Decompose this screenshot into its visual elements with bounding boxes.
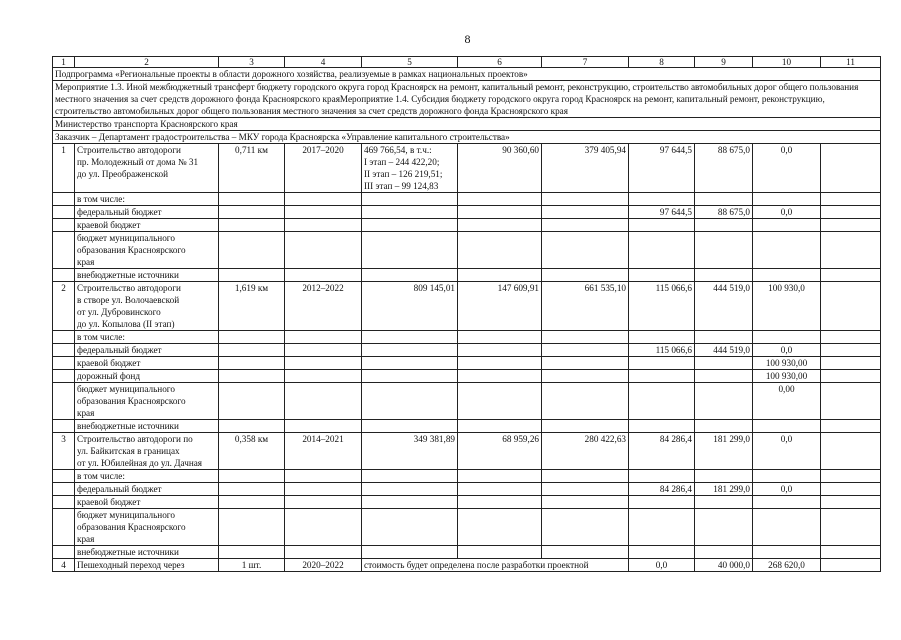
funding-col9 [695,496,753,509]
funding-blank [821,483,881,496]
funding-col10 [753,269,821,282]
funding-blank [542,357,629,370]
funding-blank [53,496,75,509]
funding-blank [542,269,629,282]
funding-col10 [753,546,821,559]
funding-blank [53,470,75,483]
ministry-row [53,118,881,131]
funding-row [53,206,881,219]
funding-blank [821,331,881,344]
object-capacity: 1 шт. [219,559,285,572]
funding-blank [362,206,458,219]
funding-blank [542,193,629,206]
column-header: 8 [629,57,695,68]
funding-blank [285,206,362,219]
funding-row [53,344,881,357]
funding-blank [219,470,285,483]
measure-row [53,81,881,118]
funding-row [53,509,881,546]
funding-blank [821,496,881,509]
funding-blank [458,344,542,357]
funding-blank [542,370,629,383]
customer-title: Заказчик – Департамент градостроительства – МКУ города Красноярска «Управление капитального строительства» [53,131,881,144]
object-capacity: 0,711 км [219,144,285,193]
funding-blank [542,344,629,357]
funding-source: внебюджетные источники [75,546,219,559]
funding-blank [362,383,458,420]
funding-blank [821,219,881,232]
cost-note: стоимость будет определена после разработки проектной [362,559,629,572]
object-name: Строительство автодороги в створе ул. Волочаевской от ул. Дубровинского до ул. Копылова (II этап) [75,282,219,331]
funding-blank [821,193,881,206]
funding-col10: 0,00 [753,383,821,420]
funding-col9 [695,193,753,206]
funding-blank [53,546,75,559]
object-cost: 809 145,01 [362,282,458,331]
funding-blank [542,232,629,269]
funding-blank [542,483,629,496]
funding-source: краевой бюджет [75,219,219,232]
funding-blank [53,232,75,269]
funding-row [53,383,881,420]
funding-col8 [629,331,695,344]
funding-row [53,331,881,344]
funding-blank [285,420,362,433]
funding-blank [542,331,629,344]
funding-blank [821,383,881,420]
funding-col10 [753,470,821,483]
object-col10: 0,0 [753,144,821,193]
object-col6: 90 360,60 [458,144,542,193]
funding-blank [458,420,542,433]
object-row [53,144,881,193]
funding-col8: 115 066,6 [629,344,695,357]
funding-col10 [753,193,821,206]
funding-blank [362,370,458,383]
object-col7: 661 535,10 [542,282,629,331]
funding-blank [542,470,629,483]
funding-blank [458,357,542,370]
object-col9: 88 675,0 [695,144,753,193]
funding-blank [219,344,285,357]
object-period: 2020–2022 [285,559,362,572]
subprogram-title: Подпрограмма «Региональные проекты в области дорожного хозяйства, реализуемые в рамках национальных проектов» [53,68,881,81]
object-row [53,559,881,572]
funding-blank [219,483,285,496]
funding-col9 [695,357,753,370]
funding-blank [53,509,75,546]
funding-col10: 100 930,00 [753,370,821,383]
funding-blank [458,470,542,483]
object-col8: 0,0 [629,559,695,572]
funding-col8 [629,370,695,383]
object-capacity: 0,358 км [219,433,285,470]
funding-blank [219,357,285,370]
funding-blank [285,193,362,206]
object-col6: 147 609,91 [458,282,542,331]
column-header: 3 [219,57,285,68]
object-col7: 379 405,94 [542,144,629,193]
funding-blank [53,370,75,383]
funding-blank [285,483,362,496]
funding-col9 [695,546,753,559]
funding-source: краевой бюджет [75,357,219,370]
column-header: 1 [53,57,75,68]
funding-blank [821,232,881,269]
funding-col9 [695,470,753,483]
measure-title: Мероприятие 1.3. Иной межбюджетный трансферт бюджету городского округа город Красноярск на ремонт, капитальный ремонт, реконструкцию, строительство автомобильных дорог общего пользования местного значения за счет средств дорожного фонда Красноярского краяМероприятие 1.4. Субсидия бюджету городского округа город Красноярск на ремонт, капитальный ремонт, реконструкцию, строительство автомобильных дорог общего пользования местного значения за счет средств дорожного фонда Красноярского края [53,81,881,118]
funding-col8 [629,509,695,546]
funding-col10 [753,219,821,232]
funding-blank [362,546,458,559]
funding-blank [219,496,285,509]
funding-source: в том числе: [75,193,219,206]
funding-row [53,232,881,269]
funding-blank [285,546,362,559]
object-number: 2 [53,282,75,331]
funding-blank [53,420,75,433]
funding-blank [219,232,285,269]
funding-blank [219,331,285,344]
page-number: 8 [464,32,471,46]
funding-blank [542,496,629,509]
object-col7: 280 422,63 [542,433,629,470]
object-col8: 115 066,6 [629,282,695,331]
funding-blank [362,193,458,206]
funding-blank [362,269,458,282]
funding-row [53,483,881,496]
funding-blank [285,232,362,269]
funding-row [53,496,881,509]
object-col9: 181 299,0 [695,433,753,470]
object-period: 2012–2022 [285,282,362,331]
funding-blank [53,483,75,496]
funding-col10 [753,331,821,344]
funding-col9 [695,232,753,269]
customer-row [53,131,881,144]
funding-blank [53,383,75,420]
funding-source: дорожный фонд [75,370,219,383]
object-col11 [821,282,881,331]
funding-blank [362,357,458,370]
column-header: 5 [362,57,458,68]
object-period: 2017–2020 [285,144,362,193]
object-col11 [821,144,881,193]
funding-source: бюджет муниципального образования Красноярского края [75,509,219,546]
funding-col10: 100 930,00 [753,357,821,370]
funding-col9 [695,509,753,546]
object-col6: 68 959,26 [458,433,542,470]
funding-blank [53,219,75,232]
object-number: 4 [53,559,75,572]
header-row [53,57,881,68]
funding-col9: 181 299,0 [695,483,753,496]
object-col8: 97 644,5 [629,144,695,193]
funding-blank [285,509,362,546]
funding-blank [362,219,458,232]
column-header: 11 [821,57,881,68]
column-header: 2 [75,57,219,68]
funding-blank [285,219,362,232]
funding-blank [53,331,75,344]
object-cost: 349 381,89 [362,433,458,470]
funding-row [53,370,881,383]
funding-blank [458,232,542,269]
funding-col10 [753,509,821,546]
object-col10: 100 930,0 [753,282,821,331]
object-row [53,282,881,331]
funding-blank [285,496,362,509]
funding-col10 [753,232,821,269]
funding-blank [53,206,75,219]
funding-row [53,269,881,282]
funding-blank [458,546,542,559]
object-name: Строительство автодороги пр. Молодежный от дома № 31 до ул. Преображенской [75,144,219,193]
funding-blank [458,206,542,219]
column-header: 4 [285,57,362,68]
funding-blank [821,546,881,559]
funding-source: внебюджетные источники [75,420,219,433]
funding-source: бюджет муниципального образования Красноярского края [75,383,219,420]
funding-col9 [695,420,753,433]
object-col8: 84 286,4 [629,433,695,470]
funding-col10: 0,0 [753,206,821,219]
ministry-title: Министерство транспорта Красноярского края [53,118,881,131]
table-body [53,57,881,572]
subprogram-row [53,68,881,81]
funding-col10: 0,0 [753,344,821,357]
funding-source: в том числе: [75,470,219,483]
funding-source: в том числе: [75,331,219,344]
funding-blank [821,420,881,433]
funding-col10: 0,0 [753,483,821,496]
funding-source: внебюджетные источники [75,269,219,282]
funding-blank [285,383,362,420]
funding-row [53,470,881,483]
funding-col9: 444 519,0 [695,344,753,357]
funding-blank [219,370,285,383]
funding-col8 [629,496,695,509]
funding-blank [458,193,542,206]
object-col10: 268 620,0 [753,559,821,572]
program-table [52,56,881,572]
column-header: 7 [542,57,629,68]
funding-col9 [695,269,753,282]
funding-row [53,193,881,206]
funding-blank [362,331,458,344]
funding-blank [542,509,629,546]
funding-blank [219,546,285,559]
funding-blank [285,269,362,282]
funding-source: федеральный бюджет [75,206,219,219]
funding-blank [219,509,285,546]
object-col11 [821,433,881,470]
funding-source: бюджет муниципального образования Красноярского края [75,232,219,269]
object-name: Пешеходный переход через [75,559,219,572]
funding-col8 [629,420,695,433]
object-cost: 469 766,54, в т.ч.: I этап – 244 422,20; II этап – 126 219,51; III этап – 99 124,83 [362,144,458,193]
object-col9: 444 519,0 [695,282,753,331]
funding-source: федеральный бюджет [75,344,219,357]
funding-blank [458,483,542,496]
funding-col8 [629,357,695,370]
funding-row [53,357,881,370]
funding-blank [542,219,629,232]
column-header: 10 [753,57,821,68]
funding-col8: 97 644,5 [629,206,695,219]
object-row [53,433,881,470]
funding-col9 [695,383,753,420]
funding-blank [362,496,458,509]
object-number: 1 [53,144,75,193]
funding-col8 [629,193,695,206]
funding-blank [285,370,362,383]
funding-col8: 84 286,4 [629,483,695,496]
funding-blank [542,546,629,559]
funding-blank [821,357,881,370]
object-col11 [821,559,881,572]
funding-blank [219,420,285,433]
funding-blank [458,509,542,546]
object-capacity: 1,619 км [219,282,285,331]
funding-blank [458,496,542,509]
funding-blank [458,331,542,344]
object-number: 3 [53,433,75,470]
funding-blank [219,206,285,219]
funding-source: краевой бюджет [75,496,219,509]
funding-blank [458,370,542,383]
funding-blank [542,383,629,420]
funding-blank [458,269,542,282]
funding-row [53,420,881,433]
funding-row [53,219,881,232]
funding-blank [219,219,285,232]
funding-blank [821,206,881,219]
funding-blank [362,232,458,269]
funding-col9 [695,219,753,232]
funding-col8 [629,546,695,559]
funding-source: федеральный бюджет [75,483,219,496]
object-period: 2014–2021 [285,433,362,470]
funding-blank [53,344,75,357]
object-col10: 0,0 [753,433,821,470]
object-name: Строительство автодороги по ул. Байкитская в границах от ул. Юбилейная до ул. Дачная [75,433,219,470]
funding-blank [821,344,881,357]
funding-blank [219,383,285,420]
column-header: 9 [695,57,753,68]
funding-blank [362,420,458,433]
funding-blank [362,470,458,483]
funding-col10 [753,496,821,509]
funding-blank [362,509,458,546]
funding-blank [821,370,881,383]
column-header: 6 [458,57,542,68]
funding-col8 [629,232,695,269]
funding-blank [53,193,75,206]
funding-blank [285,344,362,357]
object-col9: 40 000,0 [695,559,753,572]
funding-col8 [629,383,695,420]
funding-blank [219,269,285,282]
page-footer-area [0,600,901,640]
funding-blank [821,470,881,483]
funding-blank [285,357,362,370]
funding-col9: 88 675,0 [695,206,753,219]
funding-col9 [695,331,753,344]
funding-blank [542,206,629,219]
funding-blank [458,219,542,232]
funding-blank [362,483,458,496]
funding-blank [53,269,75,282]
funding-blank [458,383,542,420]
funding-blank [362,344,458,357]
funding-blank [821,269,881,282]
funding-row [53,546,881,559]
funding-col9 [695,370,753,383]
funding-blank [285,331,362,344]
funding-blank [285,470,362,483]
funding-blank [821,509,881,546]
funding-blank [53,357,75,370]
funding-col8 [629,470,695,483]
funding-col8 [629,269,695,282]
funding-blank [219,193,285,206]
funding-col8 [629,219,695,232]
funding-blank [542,420,629,433]
funding-col10 [753,420,821,433]
